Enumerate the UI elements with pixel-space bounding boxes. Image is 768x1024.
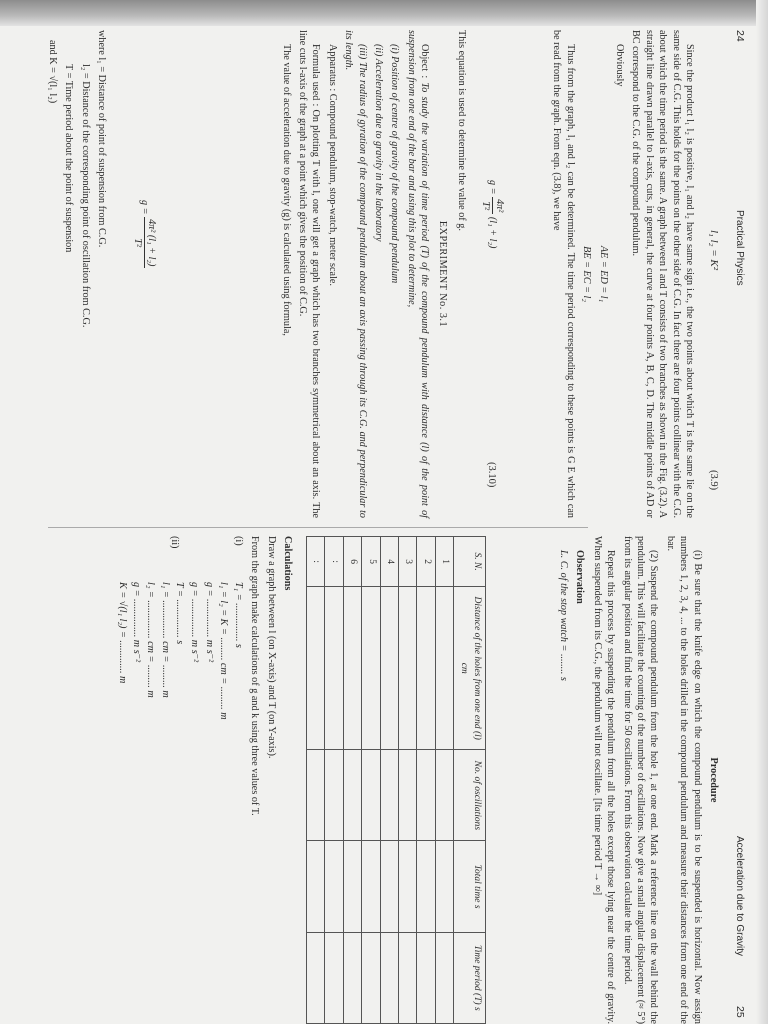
calc-ii-line-6: K = √(l₁ l₂) = ............. m (116, 582, 128, 684)
page-24 (8, 30, 768, 518)
table-row (417, 537, 435, 1024)
running-header-left: Practical Physics (734, 210, 745, 286)
table-cell-sn: 6 (343, 537, 361, 587)
object-item-2: (ii) Acceleration due to gravity in the laboratory (372, 44, 384, 242)
table-cell-sn: 1 (435, 537, 453, 587)
where-line-2: l₂ = Distance of the corresponding point of oscillation from C.G. (79, 64, 91, 328)
calc-intro-2: From the graph make calculations of g and k using three values of T. (249, 536, 261, 816)
equation-ae-ed: AE = ED = l₁ (597, 245, 609, 303)
table-cell-empty (325, 587, 343, 750)
equation-g-lhs: g = (138, 200, 150, 215)
table-cell-empty (325, 932, 343, 1023)
table-cell-empty (398, 932, 416, 1023)
page-gutter-rule (48, 527, 588, 528)
equation-3-10 (478, 180, 506, 480)
equation-3-10-rhs: (l₁ + l₂) (486, 216, 498, 249)
table-cell-empty (380, 932, 398, 1023)
table-cell-empty (343, 932, 361, 1023)
paragraph-block-2 (276, 30, 468, 518)
observation-table-wrap (306, 536, 486, 1024)
table-cell-empty (417, 587, 435, 750)
object-item-1: (i) Position of centre of gravity of the compound pendulum (389, 44, 401, 284)
table-cell-empty (380, 841, 398, 932)
table-row (435, 537, 453, 1024)
table-cell-empty (325, 841, 343, 932)
calculations-title: Calculations (282, 536, 293, 591)
table-cell-empty (306, 587, 324, 750)
calc-ii-line-2: T = ............... s (174, 582, 186, 645)
table-cell-empty (398, 587, 416, 750)
equation-g-denominator: T² (131, 238, 143, 248)
observation-table (306, 536, 486, 1024)
equation-3-9: l₁ l₂ = K² (708, 230, 720, 271)
table-cell-empty (343, 587, 361, 750)
calc-ii-line-5: g = ............... m s⁻² (130, 582, 142, 663)
object-text: To study the variation of time period (T) of the compound pendulum with distance (l) of the point of suspension from one end of the bar and using this plot to determine, (405, 30, 431, 519)
paragraph-equation-used: This equation is used to determine the value of g. (456, 30, 467, 231)
observation-title: Observation (574, 550, 586, 604)
equation-3-10-lhs: g = (486, 180, 498, 195)
table-row (343, 537, 361, 1024)
equation-3-10-denominator: T² (479, 201, 491, 211)
page-25 (8, 536, 768, 1024)
table-cell-sn: 3 (398, 537, 416, 587)
table-cell-empty (343, 750, 361, 841)
table-cell-empty (435, 841, 453, 932)
scan-dark-edge (0, 0, 768, 26)
calc-set-i-label: (i) (232, 536, 244, 546)
experiment-title: EXPERIMENT No. 3.1 (436, 220, 448, 328)
column-header-oscillations: No. of oscillations (454, 750, 486, 841)
paragraph-block-1 (547, 30, 696, 518)
column-header-distance: Distance of the holes from one end (l) cm (454, 587, 486, 750)
equation-g-fraction (130, 217, 158, 268)
table-cell-empty (306, 750, 324, 841)
table-cell-empty (362, 587, 380, 750)
calc-ii-line-4: l₂ = ............... cm = ......... m (145, 582, 157, 698)
table-cell-empty (398, 841, 416, 932)
where-block (42, 30, 108, 518)
calculations-block (114, 536, 298, 1024)
table-cell-empty (380, 750, 398, 841)
table-cell-empty (435, 587, 453, 750)
calc-ii-line-1: g = ............... m s⁻² (188, 582, 200, 663)
table-cell-sn: 5 (362, 537, 380, 587)
equation-3-9-number: (3.9) (708, 470, 719, 491)
procedure-step-2: (2) Suspend the compound pendulum from the hole 1, at one end. Mark a reference line on the wall behind the pendulum. This will facilitate the counting of the number of oscillations. Now give a small angular displacement (≈ 5°) from its angular position and find the time for 50 oscillations. From this observation calculate the time period. (621, 536, 660, 1024)
calc-i-line-1: T₁ = ............... s (232, 582, 244, 648)
calc-set-i (203, 536, 245, 1024)
equation-3-10-fraction (478, 197, 506, 214)
table-cell-empty (435, 750, 453, 841)
table-cell-sn: : (306, 537, 324, 587)
table-row (380, 537, 398, 1024)
column-header-sn: S. N. (454, 537, 486, 587)
obviously-label: Obviously (613, 44, 625, 87)
table-cell-empty (417, 932, 435, 1023)
where-line-3: T = Time period about the point of suspension (63, 64, 75, 253)
calc-intro-1: Draw a graph between l (on X-axis) and T (on Y-axis). (265, 536, 277, 759)
table-cell-empty (343, 841, 361, 932)
table-cell-empty (435, 932, 453, 1023)
page-number-right: 25 (734, 1006, 746, 1018)
table-cell-empty (362, 932, 380, 1023)
procedure-step-3: Repeat this process by suspending the pendulum from all the holes except those lying near the centre of gravity. When suspended from its C.G., the pendulum will not oscillate. [Its time period T → ∞] (591, 536, 617, 1024)
table-row (398, 537, 416, 1024)
page-number-left: 24 (734, 30, 746, 42)
apparatus-text: Apparatus : Compound pendulum, stop-watch, meter scale. (326, 44, 338, 286)
table-cell-empty (398, 750, 416, 841)
table-cell-empty (417, 750, 435, 841)
paragraph-thus: Thus from the graph, l₁ and l₂ can be determined. The time period corresponding to these points is G E which can be read from the graph. From eqn. (3.8), we have (551, 30, 576, 518)
value-text: The value of acceleration due to gravity (g) is calculated using formula, (280, 44, 292, 336)
procedure-step-1: (i) Be sure that the knife edge on which the compound pendulum is to be suspended is horizontal. Now assign numbers 1, 2, 3, 4, ... to the holes drilled in the compound pendulum and measure their distances from one end of the bar. (664, 536, 703, 1024)
where-line-4: and K = √(l₁ l₂) (46, 40, 58, 104)
calc-i-line-2: l₁ = l₂ = K = ......... cm = ......... m (218, 582, 230, 720)
object-item-3: (iii) The radius of gyration of the compound pendulum about an axis passing through its C.G. and perpendicular to its length. (343, 30, 368, 518)
column-header-total-time: Total time s (454, 841, 486, 932)
object-label: Object : (419, 44, 431, 79)
table-cell-empty (306, 932, 324, 1023)
table-header-row (454, 537, 486, 1024)
paragraph-since: Since the product l₁ l₂ is positive, l₁ and l₂ have same sign i.e., the two points about which T is the same lie on the same side of C.G. This holds for the points on the other side of C.G. In fact there are four points collinear with the C.G. about which the time period is the same. A graph between l and T consists of two branches as shown in the Fig. (3.2). A straight line drawn parallel to l-axis, cuts, in general, the curve at four points A, B, C, D. The middle points of AD or BC correspond to the C.G. of the compound pendulum. (630, 30, 695, 518)
table-cell-empty (380, 587, 398, 750)
least-count: L. C. of the stop watch = ........ s (557, 550, 569, 681)
procedure-block (554, 536, 724, 1024)
calc-ii-line-3: l₁ = ............... cm = ......... m (159, 582, 171, 698)
table-cell-empty (325, 750, 343, 841)
calc-i-line-3: g = ............... m s⁻² (203, 582, 215, 663)
calc-set-ii-label: (ii) (168, 536, 180, 549)
equation-3-10-number: (3.10) (486, 462, 497, 488)
table-row (325, 537, 343, 1024)
table-cell-empty (362, 841, 380, 932)
where-line-1: where l₁ = Distance of point of suspension from C.G. (96, 30, 107, 248)
table-row (306, 537, 324, 1024)
book-spread (8, 30, 768, 1024)
table-cell-sn: 4 (380, 537, 398, 587)
table-cell-empty (362, 750, 380, 841)
table-cell-sn: : (325, 537, 343, 587)
formula-text: Formula used : On plotting T with l, one will get a graph which has two branches symmetrical about an axis. The line cuts l-axis of the graph at a point which gives the position of C.G. (296, 30, 322, 518)
running-header-right: Acceleration due to Gravity (734, 836, 745, 957)
table-cell-empty (306, 841, 324, 932)
procedure-title: Procedure (708, 757, 719, 803)
calc-set-ii (115, 536, 200, 1024)
equation-g (130, 200, 158, 460)
table-cell-sn: 2 (417, 537, 435, 587)
table-cell-empty (417, 841, 435, 932)
column-header-time-period: Time period (T) s (454, 932, 486, 1023)
table-row (362, 537, 380, 1024)
equation-be-ec: BE = EC = l₂ (581, 246, 593, 302)
equation-g-numerator: 4π² (l₁ + l₂) (144, 217, 158, 268)
table-body (306, 537, 453, 1024)
equation-3-10-numerator: 4π² (492, 197, 506, 214)
